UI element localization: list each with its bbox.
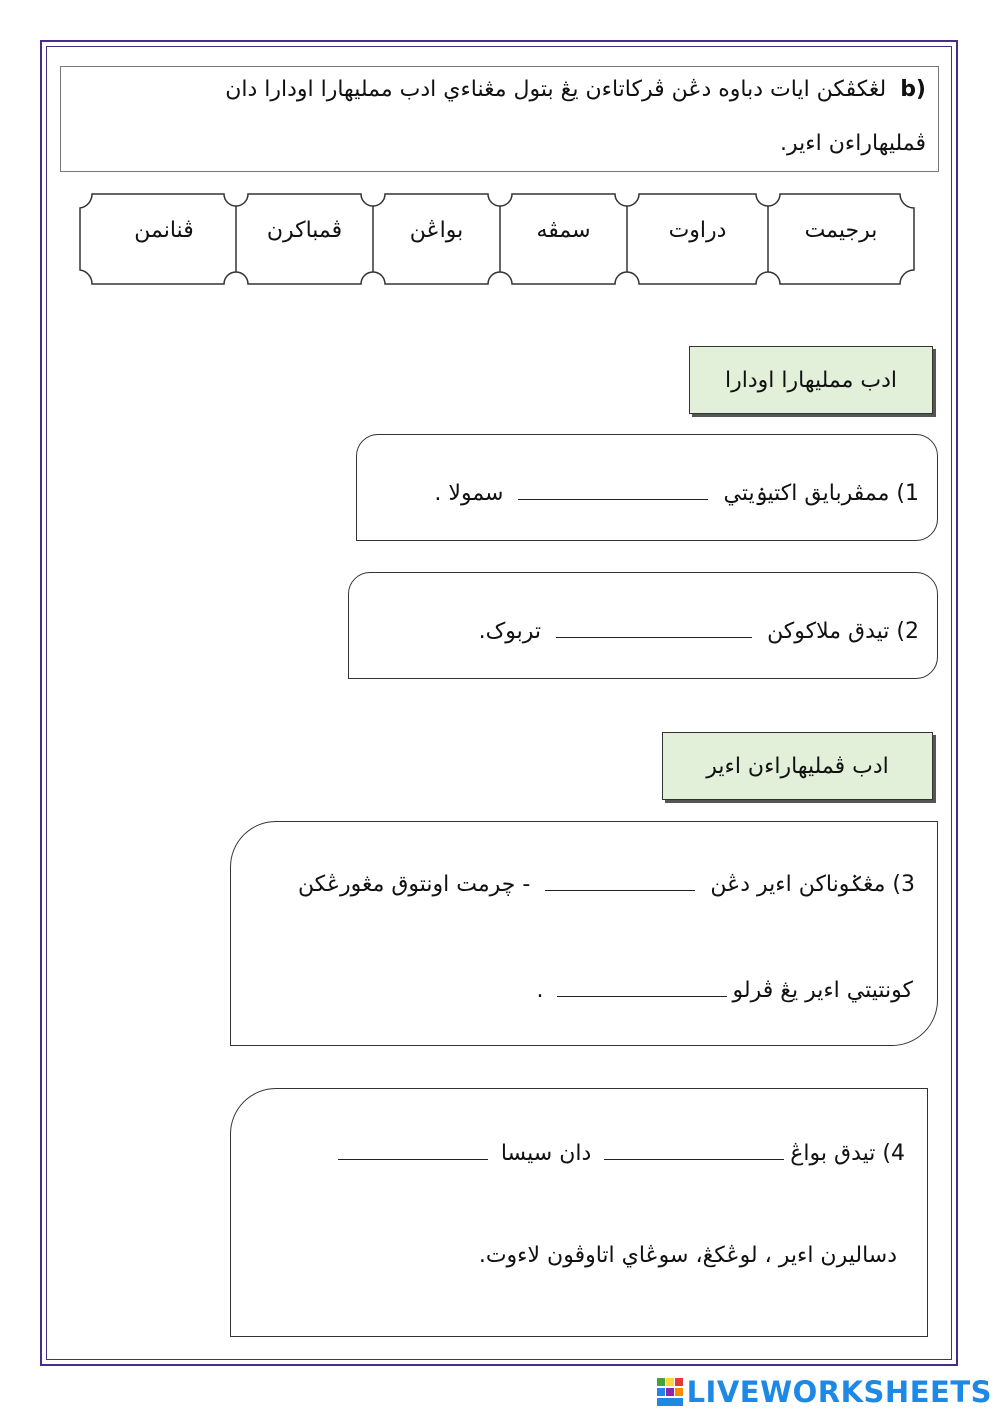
question-text: مڠݢوناكن اءير دڠن bbox=[710, 871, 886, 897]
question-4-line-1 bbox=[332, 1139, 905, 1166]
question-text: تيدق ملاكوكن bbox=[767, 618, 890, 644]
question-text: تيدق بواڠ bbox=[790, 1140, 876, 1166]
word-bank-item[interactable]: ڤمباكرن bbox=[266, 218, 343, 243]
question-4-line-2: دساليرن اءير ، لوڠكڠ، سوڠاي اتاوڤون لاءوت. bbox=[478, 1243, 897, 1268]
section-heading-air: ادب ممليهارا اودارا bbox=[689, 346, 933, 414]
instruction-text-1: لڠكڤكن ايات دباوه دڠن ڤركاتاءن يڠ بتول مڠناءي ادب ممليهارا اودارا دان bbox=[225, 77, 887, 102]
question-number: 3) bbox=[892, 871, 915, 897]
question-1 bbox=[434, 479, 919, 506]
question-text: تربوک. bbox=[478, 618, 542, 644]
word-bank-item[interactable]: برجيمت bbox=[804, 218, 878, 243]
answer-blank[interactable] bbox=[338, 1139, 488, 1160]
word-bank bbox=[78, 192, 916, 286]
instruction-line-2: ڤمليهاراءن اءير. bbox=[780, 131, 926, 156]
question-2 bbox=[479, 617, 919, 644]
word-bank-item[interactable]: سمڤه bbox=[536, 218, 591, 243]
instruction-box bbox=[60, 66, 939, 172]
question-text: ممڤربايق اكتيۏيتي bbox=[723, 480, 890, 506]
answer-blank[interactable] bbox=[604, 1139, 784, 1160]
instruction-line-1 bbox=[225, 77, 926, 102]
question-3-line-2 bbox=[537, 976, 913, 1003]
question-number: 4) bbox=[882, 1140, 905, 1166]
question-text: - چرمت اونتوق مڠورڠكن bbox=[297, 871, 531, 897]
word-bank-item[interactable]: بواڠن bbox=[409, 218, 464, 243]
question-box-3 bbox=[230, 821, 938, 1046]
question-text: كونتيتي اءير يڠ ڤرلو bbox=[732, 977, 913, 1003]
liveworksheets-wordmark: LIVEWORKSHEETS bbox=[686, 1375, 992, 1409]
instruction-marker: b) bbox=[900, 77, 926, 102]
word-bank-item[interactable]: دراوت bbox=[668, 218, 727, 243]
question-number: 2) bbox=[896, 618, 919, 644]
question-box-4 bbox=[230, 1088, 928, 1337]
question-text: دان سيسا bbox=[500, 1140, 592, 1166]
question-box-1 bbox=[356, 434, 938, 541]
question-number: 1) bbox=[896, 480, 919, 506]
question-text: سمولا . bbox=[434, 480, 504, 506]
question-text: . bbox=[536, 977, 544, 1003]
answer-blank[interactable] bbox=[557, 976, 727, 997]
liveworksheets-icon bbox=[657, 1378, 683, 1406]
section-heading-water: ادب ڤمليهاراءن اءير bbox=[662, 732, 933, 800]
liveworksheets-logo bbox=[657, 1376, 992, 1408]
answer-blank[interactable] bbox=[518, 479, 708, 500]
answer-blank[interactable] bbox=[545, 870, 695, 891]
question-3-line-1 bbox=[298, 870, 915, 897]
answer-blank[interactable] bbox=[556, 617, 752, 638]
question-box-2 bbox=[348, 572, 938, 679]
word-bank-item[interactable]: ڤنانمن bbox=[134, 218, 194, 243]
